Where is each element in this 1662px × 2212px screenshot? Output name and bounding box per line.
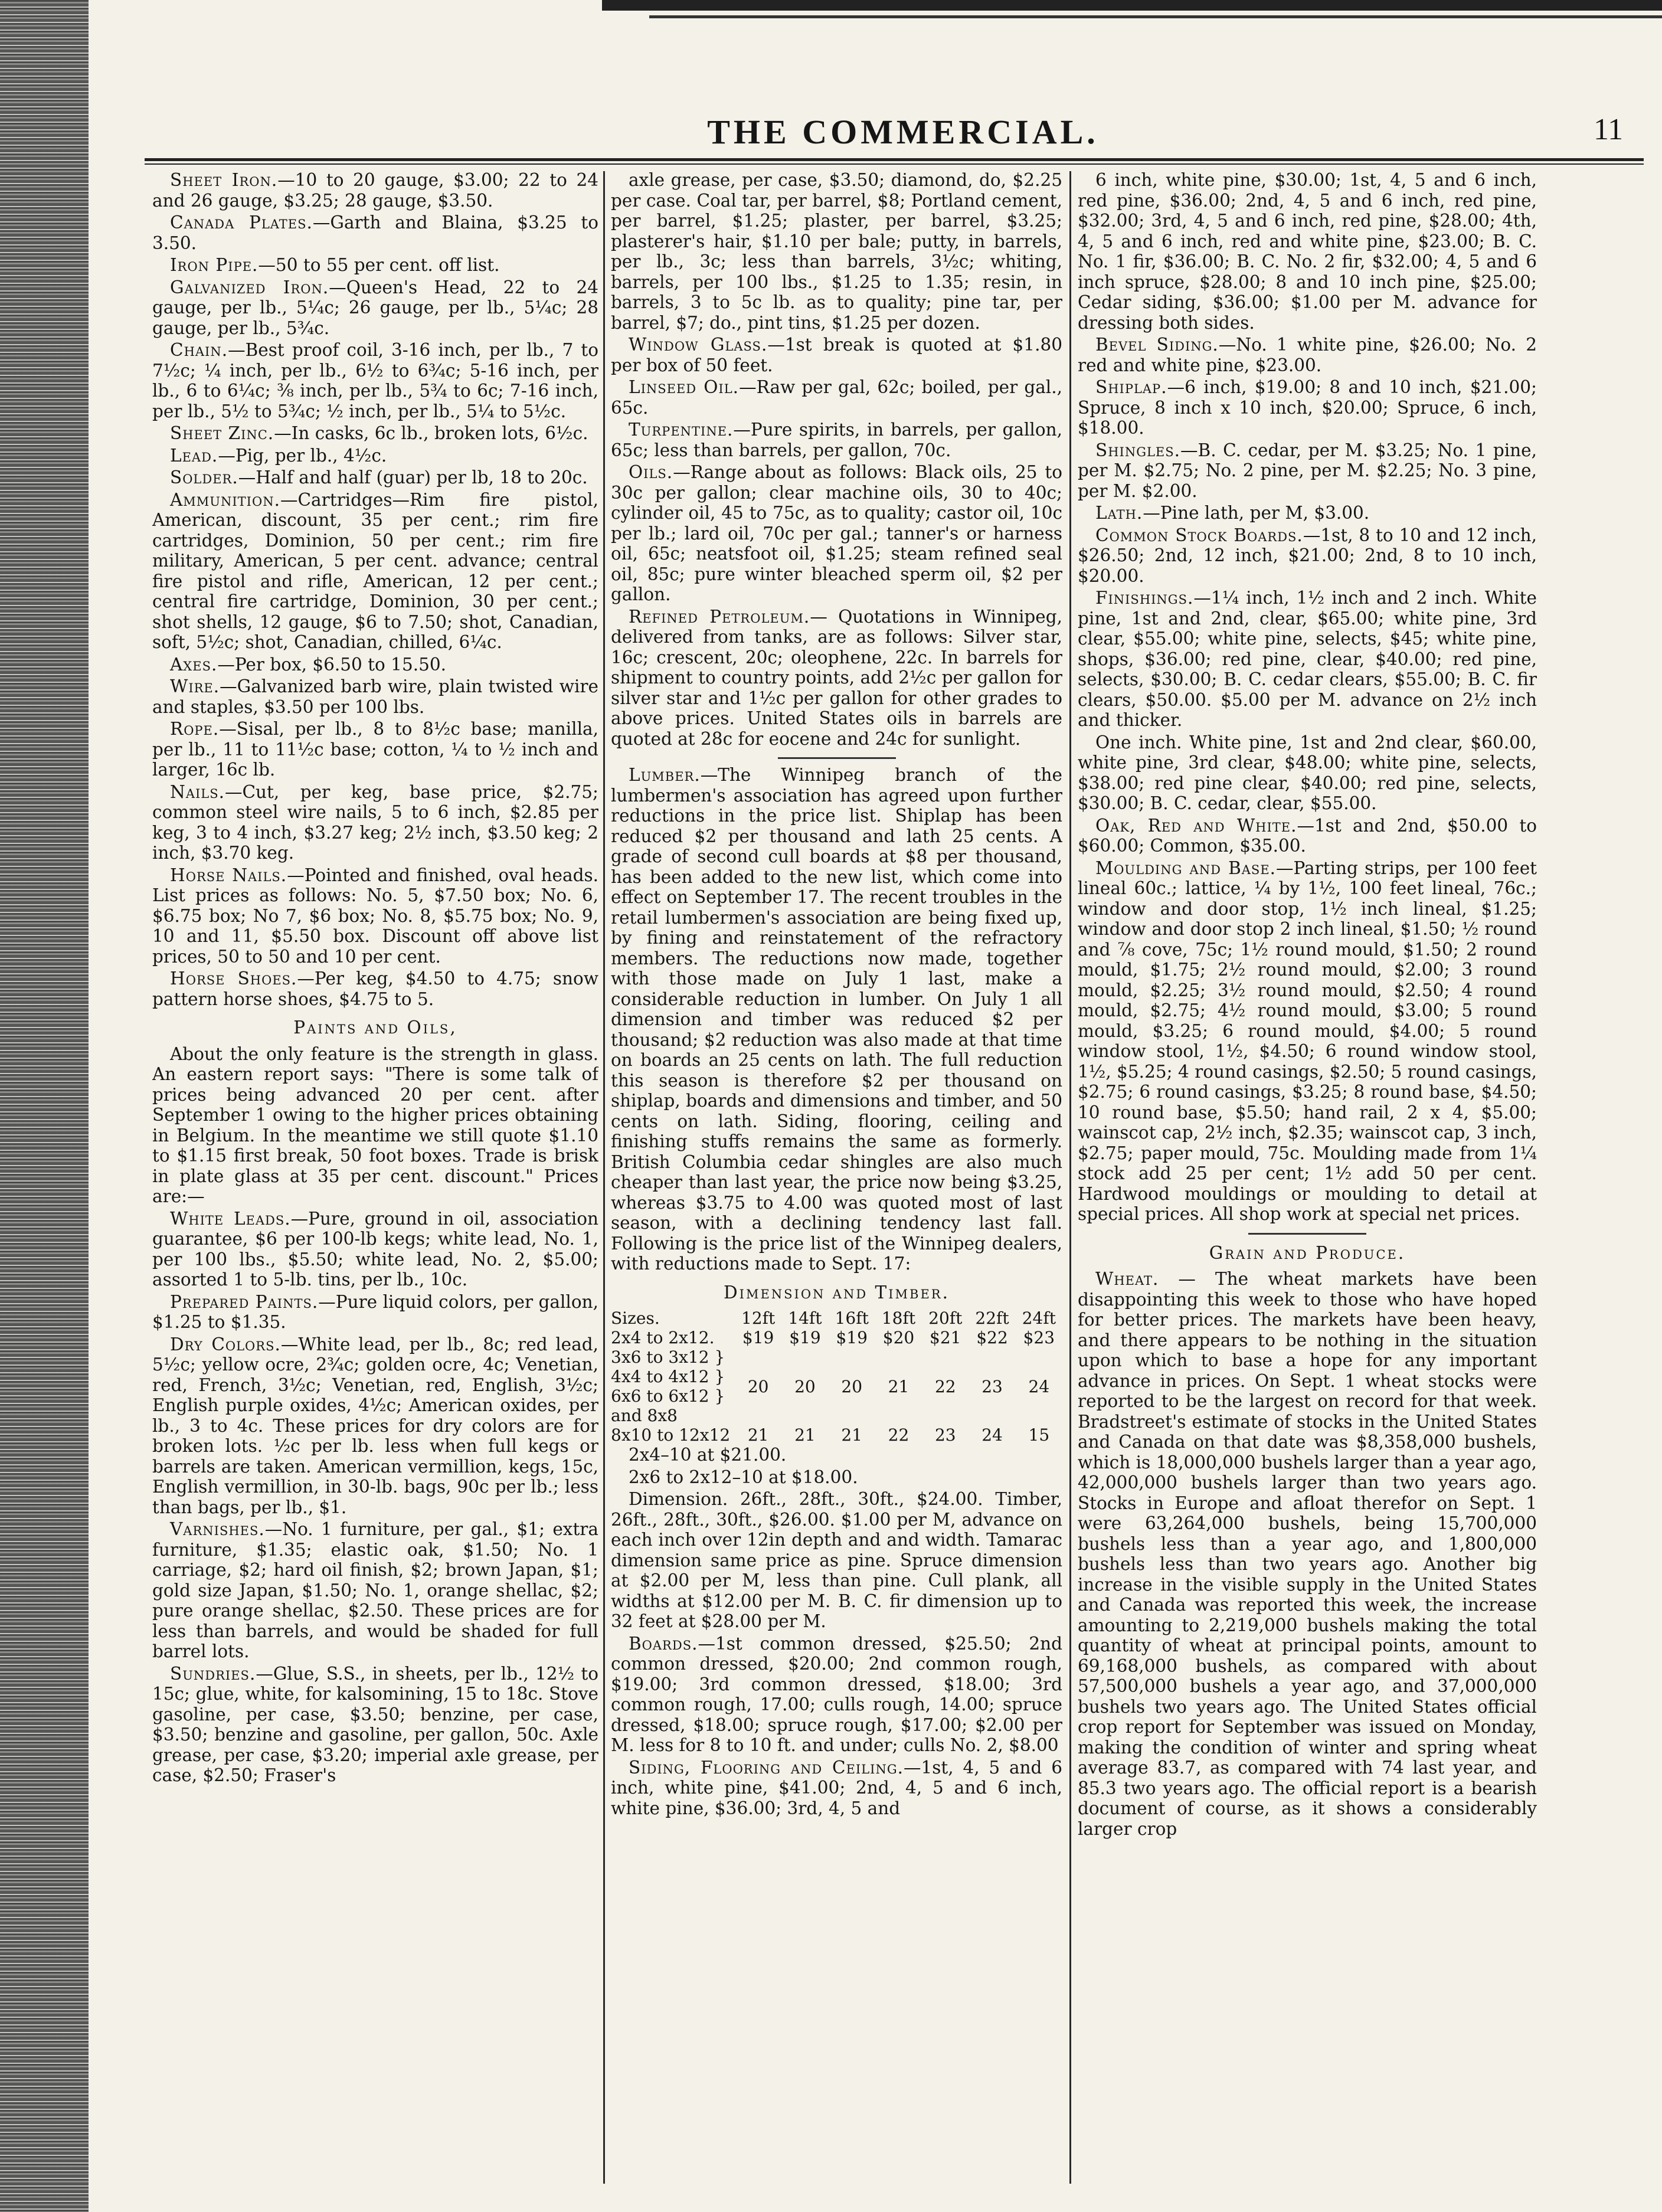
item-label: Shiplap. (1095, 377, 1167, 397)
timber-cell: 21 (794, 1425, 816, 1445)
timber-cell: $19 (742, 1328, 774, 1347)
column-2 (611, 170, 1062, 2188)
price-paragraph (1078, 377, 1537, 439)
price-paragraph (611, 607, 1062, 750)
timber-cell: 21 (747, 1425, 769, 1445)
item-label: Iron Pipe. (170, 255, 259, 275)
section-heading: Paints and Oils, (293, 1017, 457, 1038)
item-text: About the only feature is the strength in glass. An eastern report says: "There is some talk of prices being advanced 20 per cent. after September 1 owing to the higher prices obtaining in Belgium. In the meantime we still quote $1.10 to $1.15 first break, 50 foot boxes. Trade is brisk in plate glass at 35 per cent. discount." Prices are:— (152, 1043, 598, 1206)
item-text: —1st, 4, 5 and 6 inch, white pine, $41.00; 2nd, 4, 5 and 6 inch, white pine, $36.00; 3rd, 4, 5 and (611, 1757, 1062, 1818)
timber-cell: $19 (789, 1328, 821, 1347)
price-paragraph (1078, 1269, 1537, 1839)
price-paragraph (611, 170, 1062, 333)
item-label: Bevel Siding. (1095, 335, 1219, 355)
price-paragraph (1078, 588, 1537, 731)
item-text: —The Winnipeg branch of the lumbermen's association has agreed upon further reductions in the price list. Shiplap has been reduced $2 per thousand and lath 25 cents. A grade of second cull boards at $8 per thousand, has been added to the new list, which come into effect on September 17. The recent troubles in the retail lumbermen's association are being fixed up, by fining and reinstatement of the refractory members. The reductions now made, together with those made on July 1 last, make a considerable reduction in lumber. On July 1 all dimension and timber was reduced $2 per thousand; $2 reduction was also made at that time on boards an 25 cents on lath. The full reduction this season is therefore $2 per thousand on shiplap, boards and dimensions and timber, and 50 cents on lath. Siding, flooring, ceiling and finishing stuffs remains the same as formerly. British Columbia cedar shingles are also much cheaper than last year, the price now being $3.25, whereas $3.75 to 4.00 was quoted most of last season, with a declining tendency last fall. Following is the price list of the Winnipeg dealers, with reductions made to Sept. 17: (611, 765, 1062, 1274)
item-label: Ammunition. (170, 489, 280, 510)
item-label: Wheat. (1095, 1269, 1159, 1289)
item-label: Siding, Flooring and Ceiling. (629, 1757, 904, 1778)
price-paragraph (152, 968, 598, 1009)
item-text: 6 inch, white pine, $30.00; 1st, 4, 5 and 6 inch, red pine, $36.00; 2nd, 4, 5 and 6 inch, red pine, $32.00; 3rd, 4, 5 and 6 inch, red pine, $28.00; 4th, 4, 5 and 6 inch, red and white pine, $23.00; B. C. No. 1 fir, $36.00; B. C. No. 2 fir, $32.00; 4, 5 and 6 inch spruce, $28.00; 8 and 10 inch pine, $25.00; Cedar siding, $36.00; $1.00 per M. advance for dressing both sides. (1078, 170, 1537, 333)
item-text: — Quotations in Winnipeg, delivered from tanks, are as follows: Silver star, 16c; crescent, 20c; oleophene, 22c. In barrels for shipment to country points, add 2½c per gallon for silver star and 1½c per gallon for other grades to above prices. United States oils in barrels are quoted at 28c for eocene and 24c for sunlight. (611, 606, 1062, 749)
price-paragraph (1078, 440, 1537, 502)
price-paragraph (152, 1664, 598, 1786)
page-number: 11 (1594, 113, 1624, 146)
item-text: —6 inch, $19.00; 8 and 10 inch, $21.00; Spruce, 8 inch x 10 inch, $20.00; Spruce, 6 inch, $18.00. (1078, 377, 1537, 438)
column-divider-1 (603, 171, 605, 2184)
item-text: —No. 1 white pine, $26.00; No. 2 red and white pine, $23.00. (1078, 335, 1537, 375)
item-text: —No. 1 furniture, per gal., $1; extra furniture, $1.35; elastic oak, $1.50; No. 1 carriage, $2; hard oil finish, $2; brown Japan, $1; gold size Japan, $1.50; No. 1, orange shellac, $2; pure orange shellac, $2.50. These prices are for less than barrels, and would be shaded for full barrel lots. (152, 1519, 598, 1661)
item-text: —Pointed and finished, oval heads. List prices as follows: No. 5, $7.50 box; No. 6, $6.75 box; No 7, $6 box; No. 8, $5.75 box; No. 9, 10 and 11, $5.50 box. Discount off above list prices, 50 to 50 and 10 per cent. (152, 865, 598, 967)
timber-cell: 22 (888, 1425, 909, 1445)
item-label: Lead. (170, 445, 218, 466)
item-text: —Queen's Head, 22 to 24 gauge, per lb., 5¼c; 26 gauge, per lb., 5¼c; 28 gauge, per lb., 5¾c. (152, 277, 598, 338)
price-paragraph (152, 1044, 598, 1207)
item-text: —Cartridges—Rim fire pistol, American, discount, 35 per cent.; rim fire cartridges, Dominion, 50 per cent.; rim fire military, American, 5 per cent. advance; central fire pistol and rifle, American, 12 per cent.; central fire cartridge, Dominion, 30 per cent.; shot shells, 12 gauge, $6 to 7.50; shot, Canadian, soft, 5½c; shot, Canadian, chilled, 6¼c. (152, 489, 598, 652)
price-paragraph (611, 1489, 1062, 1632)
price-paragraph (152, 340, 598, 421)
item-text: — The wheat markets have been disappointing this week to those who have hoped for better prices. The markets have been heavy, and there appears to be nothing in the situation upon which to base a hope for any important advance in prices. On Sept. 1 wheat stocks were reported to be the largest on record for that week. Bradstreet's estimate of stocks in the United States and Canada on that date was $8,358,000 bushels, which is 18,000,000 bushels larger than a year ago, 42,000,000 bushels larger than two years ago. Stocks in Europe and afloat therefor on Sept. 1 were 63,264,000 bushels, being 15,700,000 bushels less than a year ago, and 1,800,000 bushels less than two years ago. Another big increase in the visible supply in the United States and Canada was reported this week, the increase amounting to 2,219,000 bushels making the total quantity of wheat at principal points, amount to 69,168,000 bushels, as compared with about 57,500,000 bushels a year ago, and 37,000,000 bushels two years ago. The United States official crop report for September was issued on Monday, making the condition of winter and spring wheat average 83.7, as compared with 74 last year, and 85.3 two years ago. The official report is a bearish document of course, as it shows a considerably larger crop (1078, 1269, 1537, 1839)
item-text: —Pine lath, per M, $3.00. (1143, 503, 1370, 523)
item-text: —In casks, 6c lb., broken lots, 6½c. (274, 423, 588, 443)
item-label: Dry Colors. (170, 1334, 281, 1354)
price-paragraph (611, 462, 1062, 605)
item-label: Axes. (170, 654, 218, 675)
price-paragraph (152, 423, 598, 444)
item-label: Linseed Oil. (629, 377, 740, 397)
timber-cell: 24 (1028, 1376, 1050, 1396)
price-paragraph (152, 170, 598, 211)
price-paragraph (611, 1467, 1062, 1488)
item-label: Oils. (629, 462, 673, 482)
price-paragraph (152, 1292, 598, 1333)
item-text: —1st, 8 to 10 and 12 inch, $26.50; 2nd, 12 inch, $21.00; 2nd, 8 to 10 inch, $20.00. (1078, 525, 1537, 586)
item-text: —Garth and Blaina, $3.25 to 3.50. (152, 212, 598, 253)
item-text: —Per keg, $4.50 to 4.75; snow pattern horse shoes, $4.75 to 5. (152, 968, 598, 1009)
item-label: White Leads. (170, 1208, 291, 1229)
price-paragraph (1078, 525, 1537, 587)
column-divider-2 (1069, 171, 1071, 2184)
price-paragraph (152, 1334, 598, 1518)
timber-header-cell: Sizes. (611, 1308, 660, 1328)
price-paragraph (152, 655, 598, 675)
item-text: —Half and half (guar) per lb, 18 to 20c. (238, 467, 588, 487)
item-text: 2x6 to 2x12–10 at $18.00. (629, 1467, 858, 1487)
item-label: Common Stock Boards. (1095, 525, 1303, 545)
item-text: —B. C. cedar, per M. $3.25; No. 1 pine, per M. $2.75; No. 2 pine, per M. $2.25; No. 3 pine, per M. $2.00. (1078, 440, 1537, 501)
table-row (611, 1347, 1062, 1425)
item-text: —Best proof coil, 3-16 inch, per lb., 7 to 7½c; ¼ inch, per lb., 6½ to 6¾c; 5-16 inch, per lb., 6 to 6¼c; ⅜ inch, per lb., 5¾ to 6c; 7-16 inch, per lb., 5½ to 5¾c; ½ inch, per lb., 5¼ to 5½c. (152, 340, 598, 421)
item-label: Solder. (170, 467, 238, 487)
timber-header-cell: 24ft (1022, 1308, 1056, 1328)
timber-cell: 21 (841, 1425, 863, 1445)
item-text: —Sisal, per lb., 8 to 8½c base; manilla, per lb., 11 to 11½c base; cotton, ¼ to ½ inch and larger, 16c lb. (152, 719, 598, 780)
top-border-rule-thin (649, 15, 1662, 18)
timber-header-cell: 16ft (835, 1308, 869, 1328)
item-label: Lath. (1095, 503, 1143, 523)
price-paragraph (152, 782, 598, 863)
item-label: Nails. (170, 781, 225, 802)
item-label: Sundries. (170, 1663, 256, 1684)
price-paragraph (152, 212, 598, 253)
timber-cell: 2x4 to 2x12. (611, 1328, 715, 1347)
item-label: Oak, Red and White. (1095, 815, 1297, 836)
price-paragraph (611, 1634, 1062, 1756)
price-paragraph (152, 467, 598, 488)
item-label: Horse Shoes. (170, 968, 297, 989)
item-label: Rope. (170, 719, 220, 739)
item-label: Wire. (170, 676, 220, 696)
item-label: Varnishes. (170, 1519, 265, 1539)
item-label: Lumber. (629, 765, 701, 785)
price-paragraph (1078, 170, 1537, 333)
item-label: Sheet Iron. (170, 170, 278, 190)
timber-header-cell: 20ft (928, 1308, 963, 1328)
item-text: —Raw per gal, 62c; boiled, per gal., 65c. (611, 377, 1062, 418)
timber-cell: 21 (888, 1376, 909, 1396)
column-1 (152, 170, 598, 2188)
timber-cell: 22 (934, 1376, 956, 1396)
price-paragraph (152, 865, 598, 967)
item-text: —Pure liquid colors, per gallon, $1.25 to $1.35. (152, 1291, 598, 1332)
item-label: Turpentine. (629, 420, 734, 440)
section-heading: Dimension and Timber. (724, 1282, 950, 1303)
price-paragraph (152, 1209, 598, 1290)
timber-header-cell: 14ft (788, 1308, 822, 1328)
item-text: —1st common dressed, $25.50; 2nd common dressed, $20.00; 2nd common rough, $19.00; 3rd common dressed, $18.00; 3rd common rough, 17.00; culls rough, 14.00; spruce dressed, $18.00; spruce rough, $17.00; $2.00 per M. less for 8 to 10 ft. and under; culls No. 2, $8.00 (611, 1633, 1062, 1755)
timber-cell: $19 (836, 1328, 868, 1347)
item-text: —Glue, S.S., in sheets, per lb., 12½ to 15c; glue, white, for kalsomining, 15 to 18c. Stove gasoline, per case, $3.50; benzine, per case, $3.50; benzine and gasoline, per gallon, 50c. Axle grease, per case, $3.20; imperial axle grease, per case, $2.50; Fraser's (152, 1663, 598, 1785)
header-rule (145, 158, 1644, 161)
binding-edge (0, 0, 89, 2212)
item-text: —Pure, ground in oil, association guarantee, $6 per 100-lb kegs; white lead, No. 1, per 100 lbs., $5.50; white lead, No. 2, $5.00; assorted 1 to 5-lb. tins, per lb., 10c. (152, 1208, 598, 1290)
price-paragraph (152, 255, 598, 276)
item-label: Sheet Zinc. (170, 423, 274, 443)
price-paragraph (1078, 732, 1537, 814)
timber-cell: $21 (930, 1328, 961, 1347)
price-paragraph (611, 420, 1062, 460)
item-text: One inch. White pine, 1st and 2nd clear, $60.00, white pine, 3rd clear, $48.00; white pine, selects, $38.00; red pine clear, $40.00; red pine, selects, $30.00; B. C. cedar, clear, $55.00. (1078, 732, 1537, 813)
item-text: —10 to 20 gauge, $3.00; 22 to 24 and 26 gauge, $3.25; 28 gauge, $3.50. (152, 170, 598, 211)
timber-cell: 23 (934, 1425, 956, 1445)
section-rule (778, 757, 896, 759)
price-paragraph (152, 1519, 598, 1662)
item-label: Galvanized Iron. (170, 277, 329, 297)
price-paragraph (152, 676, 598, 717)
item-text: —White lead, per lb., 8c; red lead, 5½c; yellow ocre, 2¾c; golden ocre, 4c; Venetian, red, French, 3½c; Venetian, red, English, 3½c; English purple oxides, 4½c; American oxides, per lb., 3 to 4c. These prices for dry colors are for broken lots. ½c per lb. less when full kegs or barrels are taken. American vermillion, kegs, 15c, English vermillion, in 30-lb. bags, 90c per lb.; less than bags, per lb., $1. (152, 1334, 598, 1517)
timber-header-cell: 22ft (975, 1308, 1009, 1328)
price-paragraph (611, 377, 1062, 418)
item-label: Shingles. (1095, 440, 1181, 460)
item-label: Canada Plates. (170, 212, 313, 233)
column-3 (1078, 170, 1537, 2188)
item-text: —50 to 55 per cent. off list. (258, 255, 500, 275)
timber-cell: 24 (982, 1425, 1003, 1445)
timber-cell: 3x6 to 3x12 } 4x4 to 4x12 } 6x6 to 6x12 } and 8x8 (611, 1347, 725, 1425)
timber-table-header (611, 1308, 1062, 1328)
timber-cell: 20 (747, 1376, 769, 1396)
table-row (611, 1425, 1062, 1445)
price-paragraph (1078, 503, 1537, 523)
item-text: —Galvanized barb wire, plain twisted wire and staples, $3.50 per 100 lbs. (152, 676, 598, 717)
item-text: —Per box, $6.50 to 15.50. (217, 654, 447, 675)
masthead-title: THE COMMERCIAL. (707, 113, 1099, 151)
header-rule-thin (145, 163, 1644, 165)
item-text: —Pure spirits, in barrels, per gallon, 65c; less than barrels, per gallon, 70c. (611, 420, 1062, 460)
timber-cell: 20 (841, 1376, 863, 1396)
price-paragraph (152, 277, 598, 339)
item-text: 2x4–10 at $21.00. (629, 1445, 787, 1465)
item-label: Finishings. (1095, 588, 1194, 608)
item-text: —Pig, per lb., 4½c. (218, 445, 387, 466)
timber-cell: 20 (794, 1376, 816, 1396)
item-text: —1st break is quoted at $1.80 per box of 50 feet. (611, 335, 1062, 375)
price-paragraph (1078, 858, 1537, 1225)
top-border-rule (602, 0, 1662, 11)
price-paragraph (1078, 816, 1537, 856)
item-label: Window Glass. (629, 335, 768, 355)
item-label: Refined Petroleum. (629, 606, 810, 627)
item-text: —1st and 2nd, $50.00 to $60.00; Common, $35.00. (1078, 815, 1537, 856)
item-label: Horse Nails. (170, 865, 287, 885)
price-paragraph (152, 719, 598, 780)
item-text: —Range about as follows: Black oils, 25 to 30c per gallon; clear machine oils, 30 to 40c; cylinder oil, 45 to 75c, as to quality; castor oil, 10c per lb.; lard oil, 70c per gal.; tanner's or harness oil, 65c; neatsfoot oil, $1.25; steam refined seal oil, 85c; pure winter bleached sperm oil, $2 per gallon. (611, 462, 1062, 604)
item-label: Chain. (170, 340, 228, 360)
section-heading: Grain and Produce. (1209, 1242, 1406, 1263)
price-paragraph (611, 1445, 1062, 1465)
price-paragraph (611, 1758, 1062, 1819)
timber-header-cell: 12ft (741, 1308, 776, 1328)
timber-cell: $22 (976, 1328, 1008, 1347)
item-text: —Cut, per keg, base price, $2.75; common steel wire nails, 5 to 6 inch, $2.85 per keg, 3 to 4 inch, $3.27 keg; 2½ inch, $3.50 keg; 2 inch, $3.70 keg. (152, 781, 598, 863)
price-paragraph (611, 765, 1062, 1274)
timber-header-cell: 18ft (881, 1308, 916, 1328)
item-label: Prepared Paints. (170, 1291, 319, 1312)
price-paragraph (152, 490, 598, 653)
price-paragraph (152, 446, 598, 466)
item-label: Moulding and Base. (1095, 858, 1277, 878)
timber-cell: 15 (1028, 1425, 1050, 1445)
price-paragraph (611, 335, 1062, 375)
dimension-timber-table (611, 1308, 1062, 1445)
timber-cell: 23 (982, 1376, 1003, 1396)
timber-cell: $20 (882, 1328, 915, 1347)
item-text: Dimension. 26ft., 28ft., 30ft., $24.00. Timber, 26ft., 28ft., 30ft., $26.00. $1.00 per M, advance on each inch over 12in depth and and width. Tamarac dimension same price as pine. Spruce dimension at $2.00 per M, less than pine. Cull plank, all widths at $12.00 per M. B. C. fir dimension up to 32 feet at $28.00 per M. (611, 1489, 1062, 1631)
item-label: Boards. (629, 1633, 698, 1654)
timber-cell: 8x10 to 12x12 (611, 1425, 731, 1445)
timber-cell: $23 (1023, 1328, 1055, 1347)
item-text: axle grease, per case, $3.50; diamond, do, $2.25 per case. Coal tar, per barrel, $8; Portland cement, per barrel, $1.25; plaster, per barrel, $3.25; plasterer's hair, $1.10 per bale; putty, in barrels, per lb., 3c; less than barrels, 3½c; whiting, barrels, per 100 lbs., $1.25 to 1.35; resin, in barrels, 3 to 5c lb. as to quality; pine tar, per barrel, $7; do., pint tins, $1.25 per dozen. (611, 170, 1062, 333)
table-row (611, 1328, 1062, 1347)
section-rule (1248, 1233, 1366, 1235)
item-text: —Parting strips, per 100 feet lineal 60c.; lattice, ¼ by 1½, 100 feet lineal, 76c.; window and door stop, 1½ inch lineal, $1.25; window and door stop 2 inch lineal, $1.50; ½ round and ⅞ cove, 75c; 1½ round mould, $1.50; 2 round mould, $1.75; 2½ round mould, $2.00; 3 round mould, $2.25; 3½ round mould, $2.50; 4 round mould, $2.75; 4½ round mould, $3.00; 5 round mould, $3.25; 6 round mould, $4.00; 5 round window stool, 1½, $4.50; 6 round window stool, 1½, $5.25; 4 round casings, $2.50; 5 round casings, $2.75; 6 round casings, $3.25; 8 round base, $4.50; 10 round base, $5.50; hand rail, 2 x 4, $5.00; wainscot cap, 2½ inch, $2.35; wainscot cap, 3 inch, $2.75; paper mould, 75c. Moulding made from 1¼ stock add 25 per cent; 1½ add 50 per cent. Hardwood mouldings or moulding to detail at special prices. All shop work at special net prices. (1078, 858, 1537, 1224)
item-text: —1¼ inch, 1½ inch and 2 inch. White pine, 1st and 2nd, clear, $65.00; white pine, 3rd clear, $55.00; white pine, selects, $45; white pine, shops, $36.00; red pine, clear, $40.00; red pine, selects, $30.00; B. C. cedar clears, $55.00; B. C. fir clears, $50.00. $5.00 per M. advance on 2½ inch and thicker. (1078, 588, 1537, 730)
price-paragraph (1078, 335, 1537, 375)
